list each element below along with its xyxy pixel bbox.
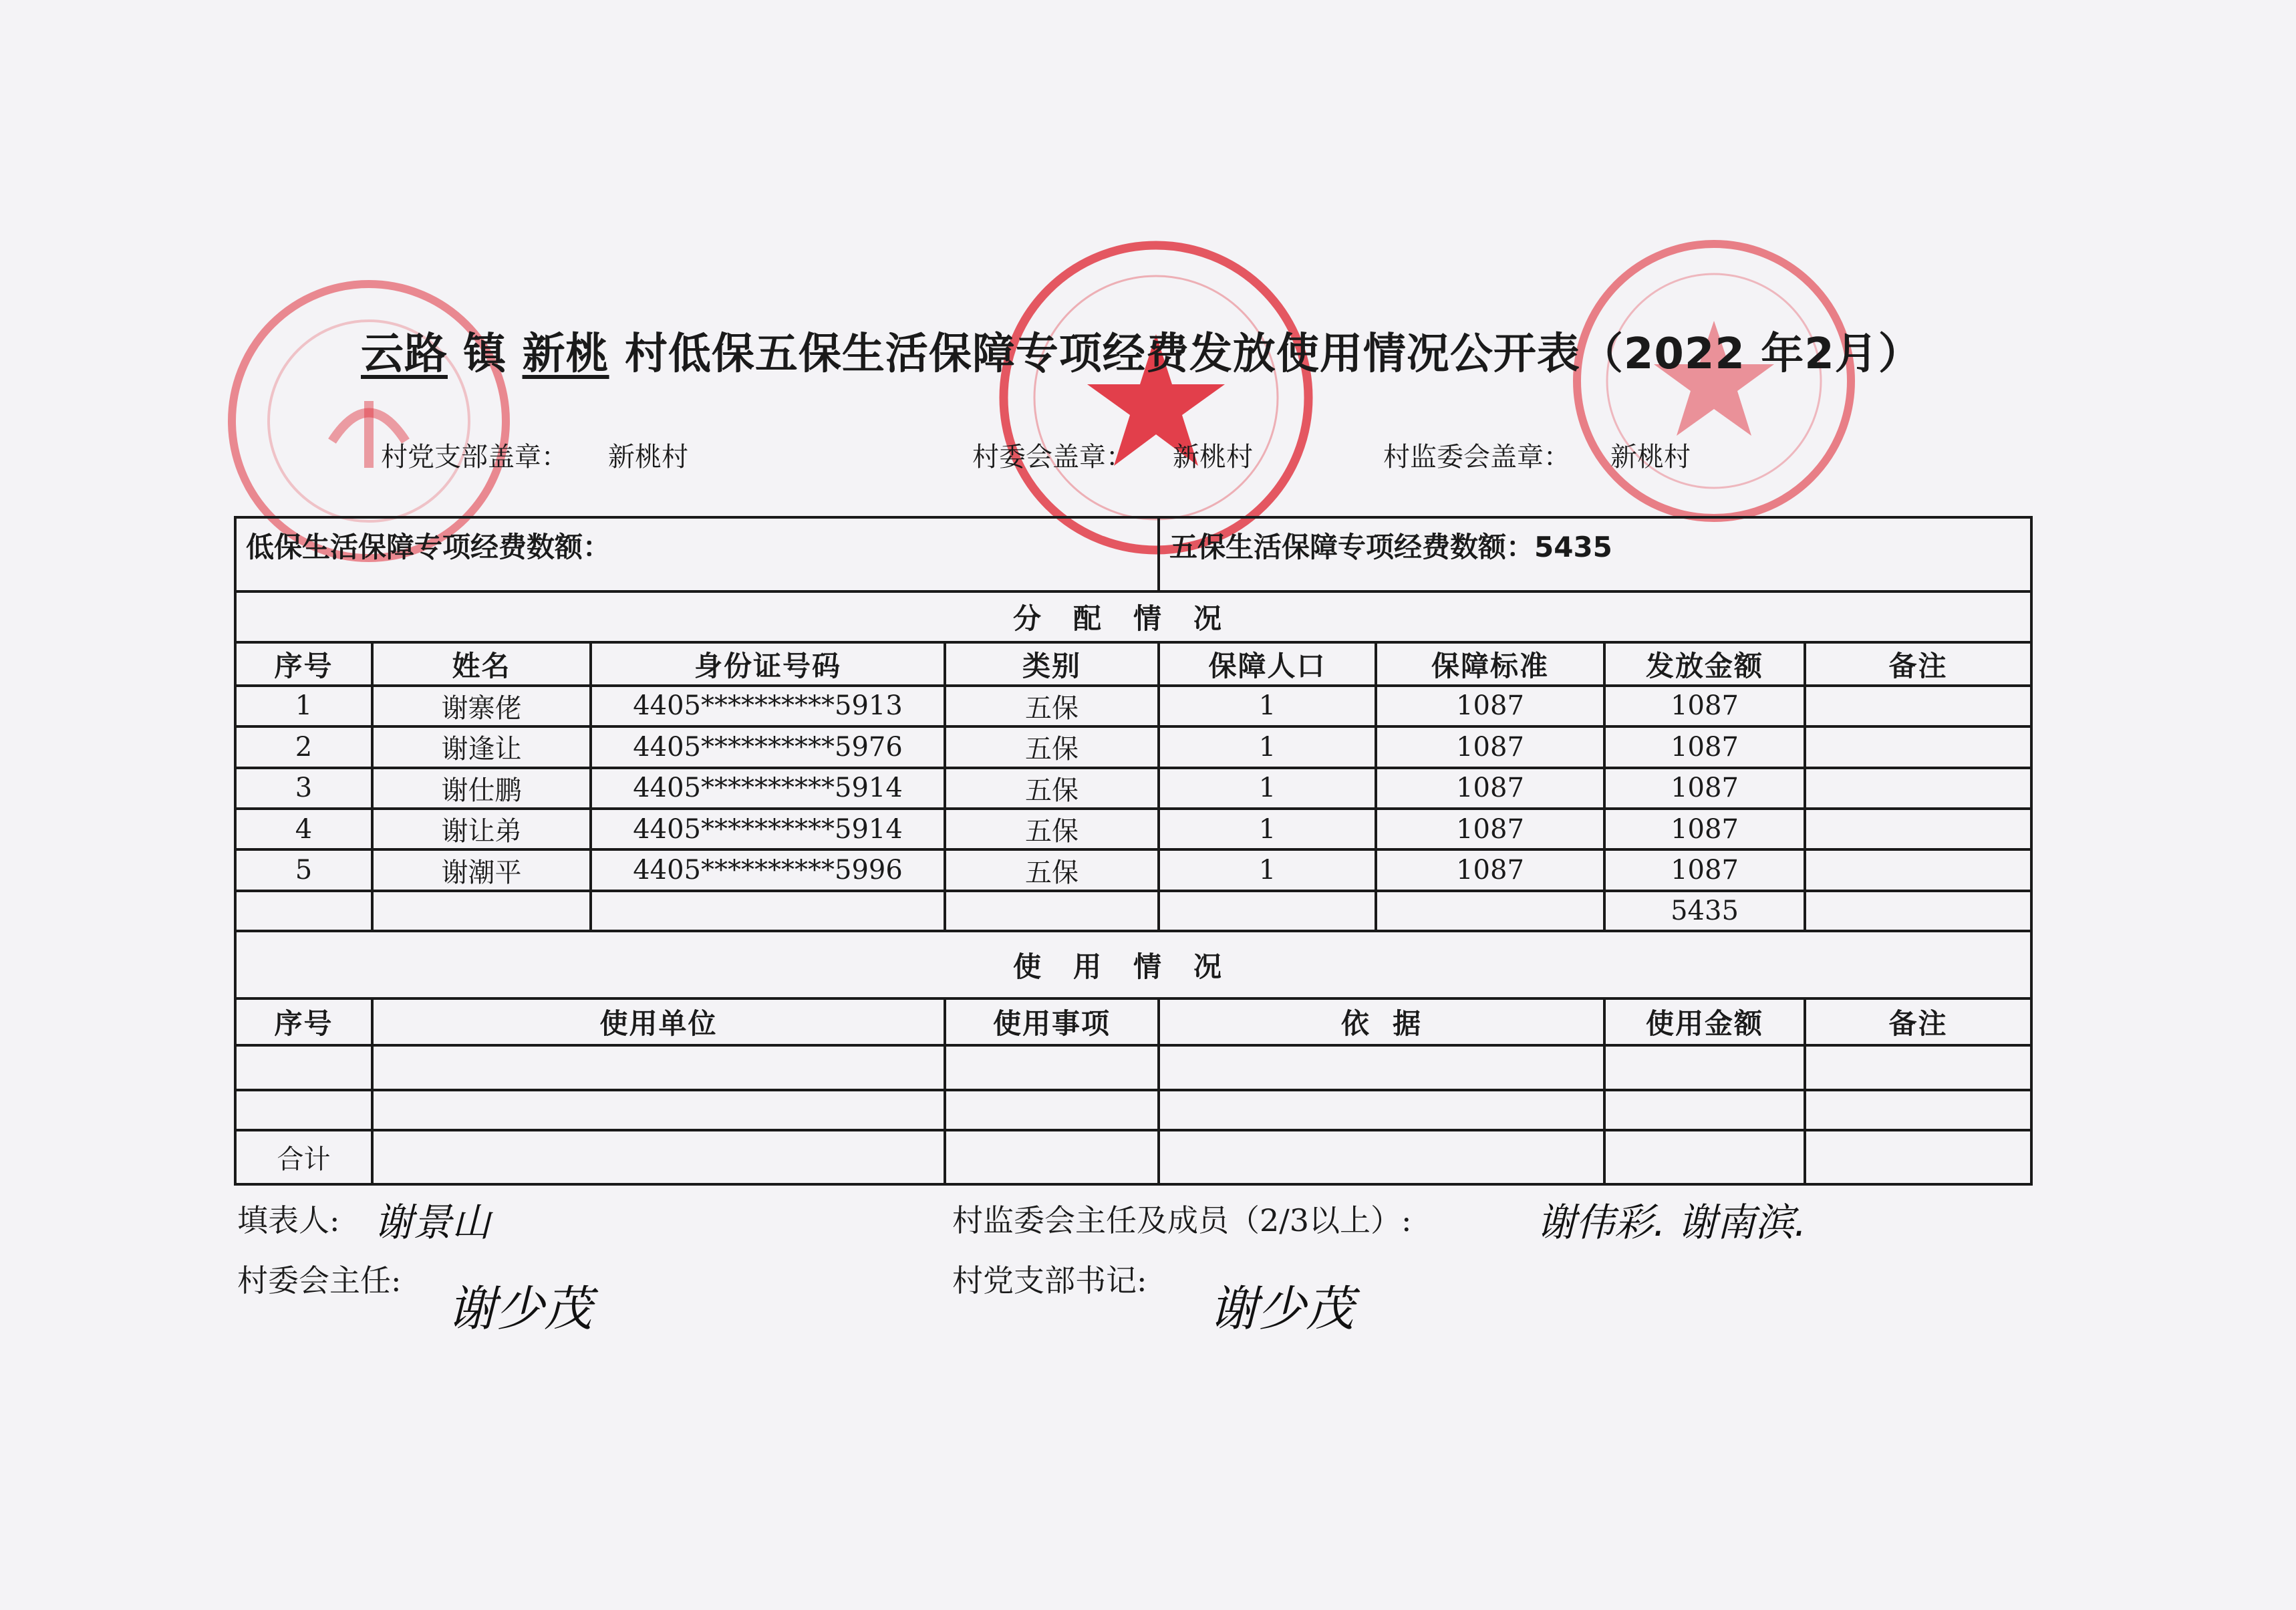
usage-row [235, 1045, 2031, 1089]
empty-cell [1805, 1130, 2031, 1184]
usage-col-unit: 使用单位 [372, 998, 945, 1045]
col-header-standard: 保障标准 [1376, 642, 1604, 685]
empty-cell [945, 1130, 1159, 1184]
director-label: 村委会主任: [237, 1262, 402, 1299]
filler-label: 填表人: [237, 1202, 340, 1238]
party-seal-label: 村党支部盖章： [381, 442, 568, 473]
usage-total-row [235, 1130, 2031, 1184]
town-suffix: 镇 [463, 329, 507, 379]
empty-cell [591, 891, 945, 931]
empty-cell [235, 1045, 372, 1089]
usage-col-remark: 备注 [1805, 998, 2031, 1045]
row-population: 1 [1159, 686, 1376, 726]
row-id: 4405**********5914 [591, 809, 945, 849]
row-remark [1805, 726, 2031, 767]
empty-cell [1604, 1130, 1805, 1184]
row-amount: 1087 [1604, 686, 1805, 726]
col-header-index: 序号 [235, 642, 372, 685]
row-population: 1 [1159, 726, 1376, 767]
row-remark [1805, 686, 2031, 726]
row-index: 4 [235, 809, 372, 849]
document-title [361, 319, 1965, 393]
empty-cell [1159, 1130, 1604, 1184]
director-signature: 谢少茂 [448, 1281, 593, 1337]
row-amount: 1087 [1604, 849, 1805, 890]
row-name: 谢潮平 [372, 849, 591, 890]
empty-cell [1159, 1090, 1604, 1130]
secretary-label: 村党支部书记: [952, 1262, 1147, 1299]
col-header-category: 类别 [945, 642, 1159, 685]
row-standard: 1087 [1376, 768, 1604, 809]
row-category: 五保 [945, 849, 1159, 890]
row-standard: 1087 [1376, 726, 1604, 767]
empty-cell [235, 891, 372, 931]
village-committee-seal-icon [989, 231, 1323, 565]
row-name: 谢仕鹏 [372, 768, 591, 809]
col-header-amount: 发放金额 [1604, 642, 1805, 685]
supervision-seal-line [1383, 436, 1691, 474]
party-seal-line [381, 436, 688, 474]
usage-header-row [235, 998, 2031, 1045]
empty-cell [372, 1130, 945, 1184]
row-remark [1805, 809, 2031, 849]
row-id: 4405**********5914 [591, 768, 945, 809]
empty-cell [372, 1090, 945, 1130]
row-category: 五保 [945, 726, 1159, 767]
row-id: 4405**********5976 [591, 726, 945, 767]
row-category: 五保 [945, 809, 1159, 849]
supervisor-label: 村监委会主任及成员（2/3以上）: [952, 1202, 1412, 1238]
row-index: 3 [235, 768, 372, 809]
empty-cell [372, 891, 591, 931]
supervision-seal-value: 新桃村 [1610, 442, 1691, 473]
col-header-name: 姓名 [372, 642, 591, 685]
row-index: 2 [235, 726, 372, 767]
distribution-section-title: 分配情况 [235, 591, 2031, 643]
dibao-amount: 低保生活保障专项经费数额： [235, 517, 1159, 591]
row-standard: 1087 [1376, 849, 1604, 890]
table-row [235, 849, 2031, 890]
row-name: 谢逢让 [372, 726, 591, 767]
funds-table [234, 516, 2033, 1186]
col-header-population: 保障人口 [1159, 642, 1376, 685]
supervisor-signature: 谢伟彩. 谢南滨. [1537, 1200, 1807, 1245]
row-index: 5 [235, 849, 372, 890]
empty-cell [1159, 1045, 1604, 1089]
table-row [235, 768, 2031, 809]
empty-cell [1805, 1045, 2031, 1089]
usage-total-label: 合计 [235, 1130, 372, 1184]
row-amount: 1087 [1604, 809, 1805, 849]
distribution-header-row [235, 642, 2031, 685]
table-row [235, 726, 2031, 767]
usage-col-basis: 依 据 [1159, 998, 1604, 1045]
distribution-section-row [235, 591, 2031, 643]
committee-seal-line [972, 436, 1253, 474]
row-amount: 1087 [1604, 768, 1805, 809]
row-id: 4405**********5996 [591, 849, 945, 890]
empty-cell [1604, 1090, 1805, 1130]
row-population: 1 [1159, 809, 1376, 849]
usage-col-amount: 使用金额 [1604, 998, 1805, 1045]
usage-section-title: 使用情况 [235, 931, 2031, 998]
filler-signature: 谢景山 [374, 1200, 491, 1245]
secretary-signature: 谢少茂 [1209, 1281, 1354, 1337]
row-population: 1 [1159, 768, 1376, 809]
row-category: 五保 [945, 686, 1159, 726]
usage-row [235, 1090, 2031, 1130]
supervision-seal-label: 村监委会盖章： [1383, 442, 1570, 473]
usage-col-item: 使用事项 [945, 998, 1159, 1045]
empty-cell [1805, 891, 2031, 931]
row-name: 谢寨佬 [372, 686, 591, 726]
empty-cell [1805, 1090, 2031, 1130]
empty-cell [1376, 891, 1604, 931]
row-amount: 1087 [1604, 726, 1805, 767]
row-standard: 1087 [1376, 686, 1604, 726]
row-population: 1 [1159, 849, 1376, 890]
row-category: 五保 [945, 768, 1159, 809]
row-index: 1 [235, 686, 372, 726]
col-header-id: 身份证号码 [591, 642, 945, 685]
row-name: 谢让弟 [372, 809, 591, 849]
funds-row [235, 517, 2031, 591]
row-id: 4405**********5913 [591, 686, 945, 726]
usage-col-index: 序号 [235, 998, 372, 1045]
row-remark [1805, 849, 2031, 890]
empty-cell [235, 1090, 372, 1130]
table-row [235, 809, 2031, 849]
table-row [235, 686, 2031, 726]
village-name: 新桃 [522, 329, 609, 379]
distribution-total: 5435 [1604, 891, 1805, 931]
col-header-remark: 备注 [1805, 642, 2031, 685]
town-name: 云路 [361, 329, 448, 379]
empty-cell [945, 1045, 1159, 1089]
wubao-amount: 五保生活保障专项经费数额：5435 [1159, 517, 2031, 591]
empty-cell [945, 891, 1159, 931]
usage-section-row [235, 931, 2031, 998]
committee-seal-label: 村委会盖章： [972, 442, 1133, 473]
distribution-total-row [235, 891, 2031, 931]
empty-cell [1604, 1045, 1805, 1089]
row-remark [1805, 768, 2031, 809]
row-standard: 1087 [1376, 809, 1604, 849]
title-text: 村低保五保生活保障专项经费发放使用情况公开表（2022 年2月） [624, 329, 1922, 379]
empty-cell [945, 1090, 1159, 1130]
empty-cell [372, 1045, 945, 1089]
empty-cell [1159, 891, 1376, 931]
committee-seal-value: 新桃村 [1173, 442, 1253, 473]
party-seal-value: 新桃村 [608, 442, 688, 473]
